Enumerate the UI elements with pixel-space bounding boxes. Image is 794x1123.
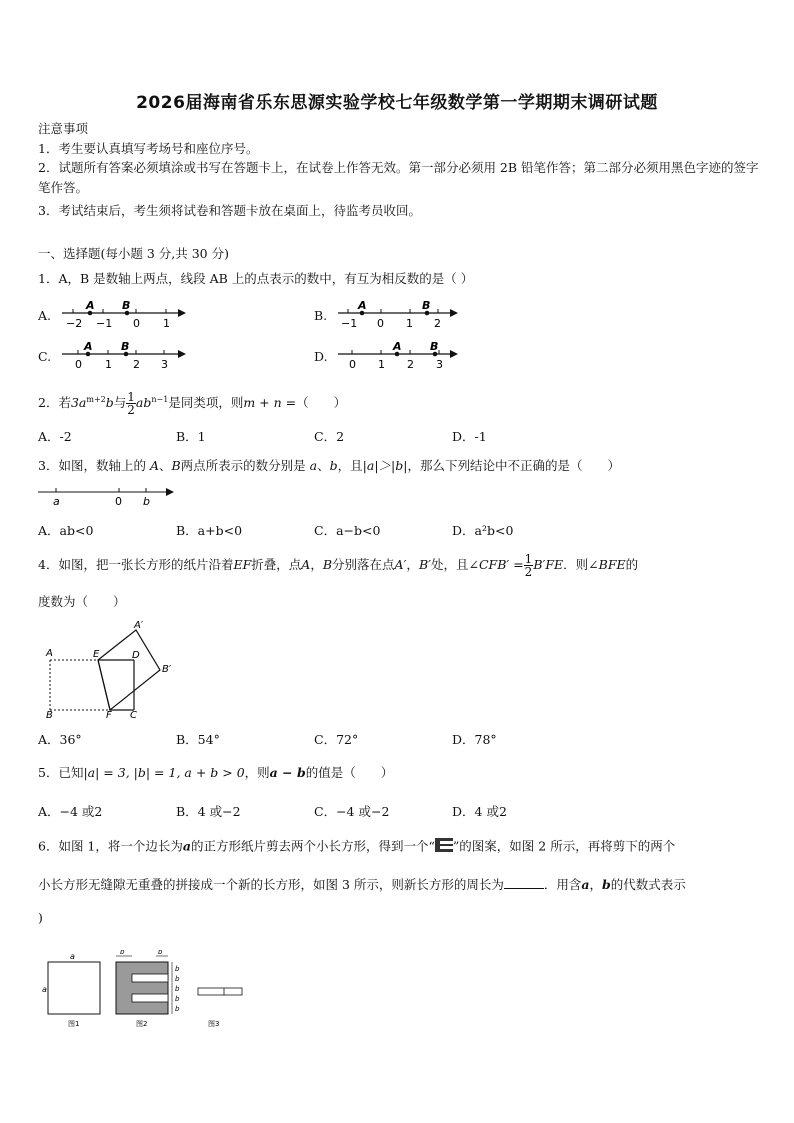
- q4-line2: 度数为（ ）: [38, 594, 126, 609]
- q4-option-c: C．72°: [314, 732, 359, 747]
- q6-stem-c: ”的图案，如图 2 所示，再将剪下的两个: [452, 838, 676, 854]
- q2-b: b: [105, 395, 114, 411]
- q4-folding-figure: [40, 618, 190, 720]
- q6-line2c: 的代数式表示: [610, 877, 686, 892]
- q6-fig2-dim-b3: b: [175, 965, 180, 973]
- q3-option-c: C．a−b<0: [314, 523, 381, 538]
- q4-option-a: A．36°: [38, 732, 82, 747]
- q6-fig2-dim-b5: b: [175, 985, 180, 993]
- q6-a: a: [182, 838, 191, 854]
- q6-fig2-dim-b2: b: [158, 950, 163, 956]
- q1a-tick-0: −2: [66, 317, 83, 330]
- q1b-label-b: B: [422, 299, 431, 312]
- q3-stem-c: ，且: [337, 458, 363, 473]
- q1-option-c: C.: [38, 349, 52, 364]
- q4-label-A1: A′: [134, 620, 144, 631]
- q6-figures: [40, 950, 260, 1032]
- q2-with: 与: [113, 395, 127, 411]
- q2-frac-bot: 2: [127, 403, 135, 418]
- q2-tail: 是同类项，则: [168, 395, 244, 411]
- q3-option-d: D．a²b<0: [452, 523, 514, 538]
- q4-A1: A′: [394, 557, 407, 572]
- q4-label-F: F: [106, 710, 112, 720]
- q2-expr: m + n: [243, 395, 282, 411]
- q2-term2: ab: [135, 395, 152, 411]
- q3-stem: [38, 458, 620, 474]
- q6-fig1-caption: 图1: [68, 1020, 80, 1028]
- q4-rhs: B′FE: [533, 557, 564, 572]
- q1b-label-a: A: [358, 299, 367, 312]
- q6-b2: b: [602, 877, 611, 892]
- q6-line3: ): [38, 910, 43, 925]
- q6-fig2-dim-b1: b: [120, 950, 125, 956]
- q1a-tick-3: 1: [163, 317, 170, 330]
- q4-B: B: [322, 557, 333, 572]
- q5-stem-b: ，则: [244, 765, 270, 780]
- q6-fig2-dim-b4: b: [175, 975, 180, 983]
- q4-label-E: E: [93, 649, 100, 660]
- q2-option-d: D．-1: [452, 429, 487, 444]
- q1-option-b: B.: [314, 308, 328, 323]
- q1c-tick-3: 3: [161, 358, 168, 371]
- notice-item-1: 1．考生要认真填写考场号和座位序号。: [38, 141, 259, 156]
- q6-answer-blank[interactable]: [504, 876, 544, 889]
- q6-stem-a: 6．如图 1，将一个边长为: [38, 838, 183, 854]
- q6-fig2-dim-b6: b: [175, 995, 180, 1003]
- q6-fig3-caption: 图3: [208, 1020, 220, 1028]
- q1b-tick-1: 0: [377, 317, 384, 330]
- q2-stem: [38, 388, 346, 416]
- q4-option-d: D．78°: [452, 732, 497, 747]
- q1c-tick-1: 1: [105, 358, 112, 371]
- q6-stem-b: 的正方形纸片剪去两个小长方形，得到一个“: [191, 838, 435, 854]
- q2-exp2: n−1: [151, 395, 169, 404]
- q1-stem: 1．A，B 是数轴上两点，线段 AB 上的点表示的数中，有互为相反数的是（ ）: [38, 271, 474, 286]
- q6-fig1-dim-left: a: [42, 985, 47, 994]
- q5-expr: a − b: [269, 765, 306, 780]
- q1d-label-b: B: [430, 340, 439, 353]
- q1-option-d: D.: [314, 349, 328, 364]
- q2-option-c: C．2: [314, 429, 345, 444]
- q4-stem-d: 处，且: [430, 557, 469, 572]
- q6-fig1-dim-top: a: [70, 952, 75, 961]
- q4-stem-e: ．则: [563, 557, 589, 572]
- q4-option-b: B．54°: [176, 732, 220, 747]
- q3-option-b: B．a+b<0: [176, 523, 243, 538]
- q3-axis-0: 0: [115, 495, 122, 508]
- q3-ineq: |a|＞|b|: [362, 458, 408, 473]
- q1c-tick-2: 2: [133, 358, 140, 371]
- q4-stem: [38, 553, 638, 578]
- q4-label-B1: B′: [162, 664, 172, 675]
- section-heading: 一、选择题(每小题 3 分,共 30 分): [38, 246, 229, 261]
- q5-stem: [38, 765, 393, 781]
- q4-label-C: C: [130, 710, 137, 720]
- q3-axis-b: b: [143, 495, 150, 508]
- q5-cond: |a| = 3, |b| = 1, a + b > 0: [83, 765, 245, 780]
- q1c-label-a: A: [84, 340, 93, 353]
- q3-a: a: [309, 458, 318, 473]
- q2-end: =（ ）: [281, 395, 347, 411]
- q4-label-D: D: [132, 650, 140, 661]
- q1-number-line-b: [336, 298, 466, 332]
- q4-c2: ，: [406, 557, 419, 572]
- q6-line2b: ．用含: [543, 877, 582, 892]
- e-shape-icon: [435, 838, 453, 856]
- q4-stem-a: 4．如图，把一张长方形的纸片沿着: [38, 557, 234, 572]
- notice-item-3: 3．考试结束后，考生须将试卷和答题卡放在桌面上，待监考员收回。: [38, 203, 421, 218]
- q3-axis-a: a: [53, 495, 60, 508]
- q4-frac-top: 1: [524, 552, 533, 566]
- q3-b: b: [329, 458, 338, 473]
- q5-stem-a: 5．已知: [38, 765, 84, 780]
- q2-fraction: [126, 391, 136, 416]
- q6-line2: [38, 876, 686, 893]
- q2-option-b: B．1: [176, 429, 206, 444]
- q6-line1: [38, 838, 675, 856]
- q1a-label-b: B: [122, 299, 131, 312]
- q3-B: B: [171, 458, 181, 473]
- q1a-tick-2: 0: [133, 317, 140, 330]
- q4-label-B: B: [46, 710, 53, 720]
- q3-comma: 、: [317, 458, 330, 473]
- q1b-tick-2: 1: [406, 317, 413, 330]
- q4-lhs: ∠CFB′ =: [468, 557, 524, 572]
- q2-term1: 3a: [70, 395, 87, 411]
- q4-stem-c: 分别落在点: [332, 557, 395, 572]
- q3-stem-a: 3．如图，数轴上的: [38, 458, 150, 473]
- q1a-tick-1: −1: [96, 317, 113, 330]
- q6-line2a: 小长方形无缝隙无重叠的拼接成一个新的长方形，如图 3 所示，则新长方形的周长为: [38, 877, 504, 892]
- q5-option-c: C．−4 或−2: [314, 804, 390, 819]
- notice-item-2: 2．试题所有答案必须填涂或书写在答题卡上，在试卷上作答无效。第一部分必须用 2B 铅笔作答；第二部分必须用黑色字迹的签字笔作答。: [38, 160, 759, 195]
- q4-stem-f: 的: [625, 557, 639, 572]
- q1-number-line-a: [60, 298, 190, 332]
- q4-EF: EF: [233, 557, 252, 572]
- q3-option-a: A．ab<0: [38, 523, 94, 538]
- exam-title: 2026届海南省乐东思源实验学校七年级数学第一学期期末调研试题: [136, 93, 658, 113]
- q6-fig2-dim-b7: b: [175, 1005, 180, 1013]
- q4-fraction: [524, 553, 534, 578]
- q6-comma: ，: [589, 877, 603, 892]
- q2-option-a: A．-2: [38, 429, 72, 444]
- q5-option-a: A．−4 或2: [38, 804, 103, 819]
- q6-fig2-caption: 图2: [136, 1020, 148, 1028]
- q1a-label-a: A: [86, 299, 95, 312]
- q1-option-a: A.: [38, 308, 52, 323]
- q1d-tick-3: 3: [436, 358, 443, 371]
- q1c-label-b: B: [121, 340, 130, 353]
- q4-stem-b: 折叠，点: [251, 557, 302, 572]
- q5-option-b: B．4 或−2: [176, 804, 241, 819]
- q1d-tick-2: 2: [407, 358, 414, 371]
- q1d-label-a: A: [393, 340, 402, 353]
- q3-sep: 、: [158, 458, 172, 473]
- q3-number-line: [36, 482, 186, 510]
- q3-stem-d: ，那么下列结论中不正确的是（ ）: [407, 458, 620, 473]
- q4-c1: ，: [310, 557, 323, 572]
- q1b-tick-3: 2: [434, 317, 441, 330]
- q4-ask: ∠BFE: [588, 557, 626, 572]
- q2-num: 2．若: [38, 395, 71, 411]
- q5-stem-c: 的值是（ ）: [305, 765, 394, 780]
- q3-A: A: [149, 458, 159, 473]
- q1d-tick-0: 0: [349, 358, 356, 371]
- q2-exp1: m+2: [86, 395, 106, 404]
- q4-frac-bot: 2: [524, 565, 533, 579]
- q1-number-line-c: [60, 339, 190, 373]
- notice-heading: 注意事项: [38, 121, 89, 136]
- q1-number-line-d: [336, 339, 466, 373]
- q2-frac-top: 1: [127, 390, 135, 405]
- q6-a2: a: [581, 877, 590, 892]
- q4-label-A: A: [46, 648, 53, 659]
- q3-stem-b: 两点所表示的数分别是: [180, 458, 310, 473]
- q4-A: A: [301, 557, 311, 572]
- q1d-tick-1: 1: [378, 358, 385, 371]
- q1c-tick-0: 0: [75, 358, 82, 371]
- q4-B1: B′: [418, 557, 431, 572]
- q1b-tick-0: −1: [341, 317, 358, 330]
- q5-option-d: D．4 或2: [452, 804, 507, 819]
